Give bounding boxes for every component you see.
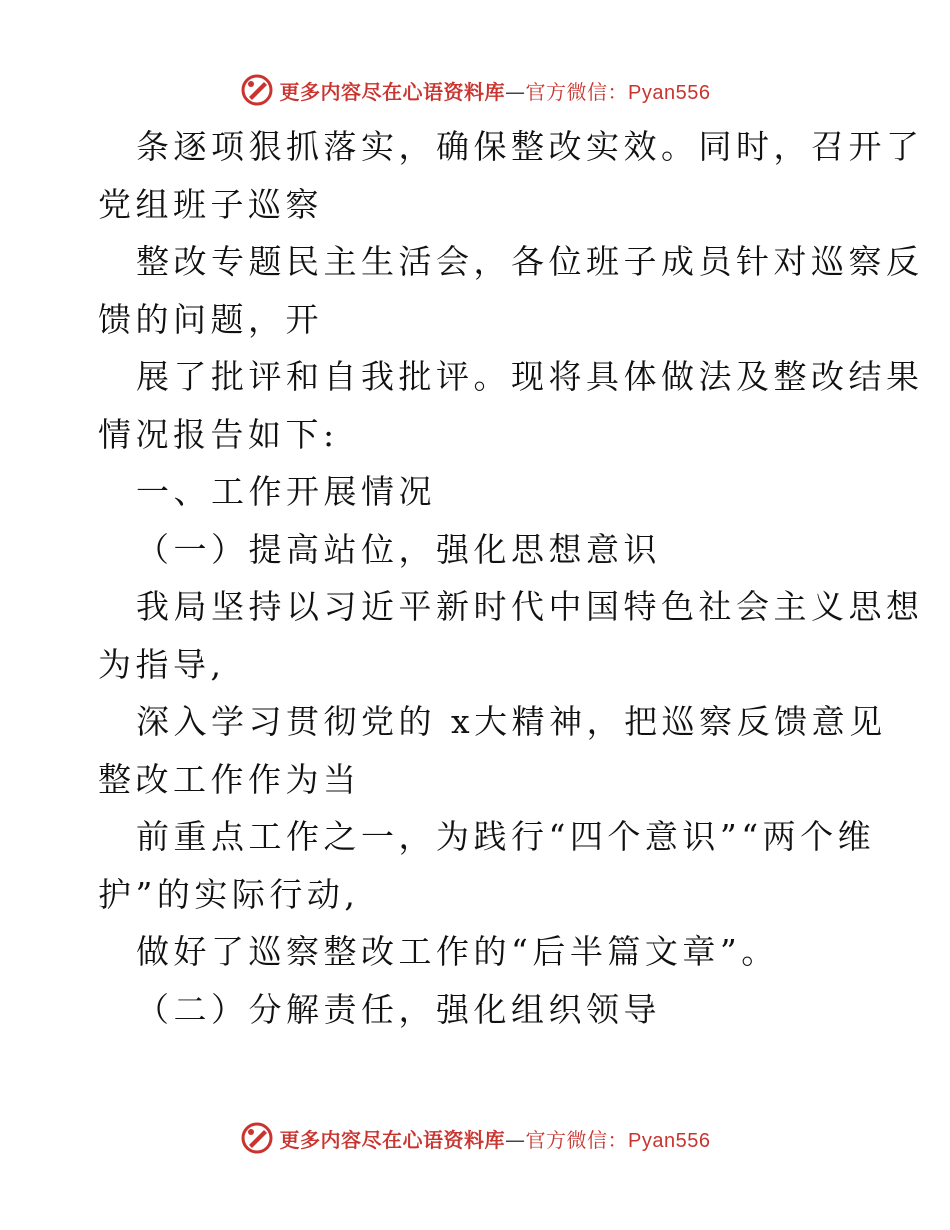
paragraph-line: 为指导, — [98, 644, 226, 684]
paragraph-line: 馈的问题，开 — [98, 299, 323, 339]
paragraph-line: 情况报告如下: — [98, 414, 339, 454]
logo-icon — [240, 73, 274, 107]
banner-separator: — — [505, 1127, 526, 1152]
paragraph-line: 做好了巡察整改工作的“后半篇文章”。 — [136, 932, 779, 971]
banner-brand: 更多内容尽在心语资料库 — [279, 79, 506, 104]
footer-banner — [0, 1118, 950, 1158]
banner-separator: — — [505, 79, 526, 104]
subsection-heading: （一）提高站位，强化思想意识 — [136, 529, 661, 569]
paragraph-line: 护”的实际行动, — [98, 874, 360, 914]
paragraph-line: 深入学习贯彻党的 x大精神，把巡察反馈意见 — [136, 702, 887, 741]
paragraph-line: 展了批评和自我批评。现将具体做法及整改结果 — [136, 357, 924, 396]
banner-wechat-label: 官方微信： — [525, 1127, 629, 1152]
logo-icon — [240, 1121, 274, 1155]
paragraph-line: 前重点工作之一，为践行“四个意识”“两个维 — [136, 817, 876, 856]
paragraph-line: 我局坚持以习近平新时代中国特色社会主义思想 — [136, 587, 924, 626]
subsection-heading: （二）分解责任，强化组织领导 — [136, 989, 661, 1029]
paragraph-line: 整改工作作为当 — [98, 759, 361, 799]
paragraph-line: 党组班子巡察 — [98, 184, 323, 224]
banner-brand: 更多内容尽在心语资料库 — [279, 1127, 506, 1152]
banner-text — [280, 1124, 711, 1153]
banner-wechat-label: 官方微信： — [525, 79, 629, 104]
paragraph-line: 条逐项狠抓落实，确保整改实效。同时，召开了 — [136, 127, 924, 166]
header-banner — [0, 70, 950, 110]
banner-text — [280, 76, 711, 105]
banner-wechat-id: Pyan556 — [628, 81, 711, 104]
document-body — [98, 118, 924, 1038]
paragraph-line: 整改专题民主生活会，各位班子成员针对巡察反 — [136, 242, 924, 281]
section-heading: 一、工作开展情况 — [136, 472, 436, 511]
banner-wechat-id: Pyan556 — [628, 1129, 711, 1152]
